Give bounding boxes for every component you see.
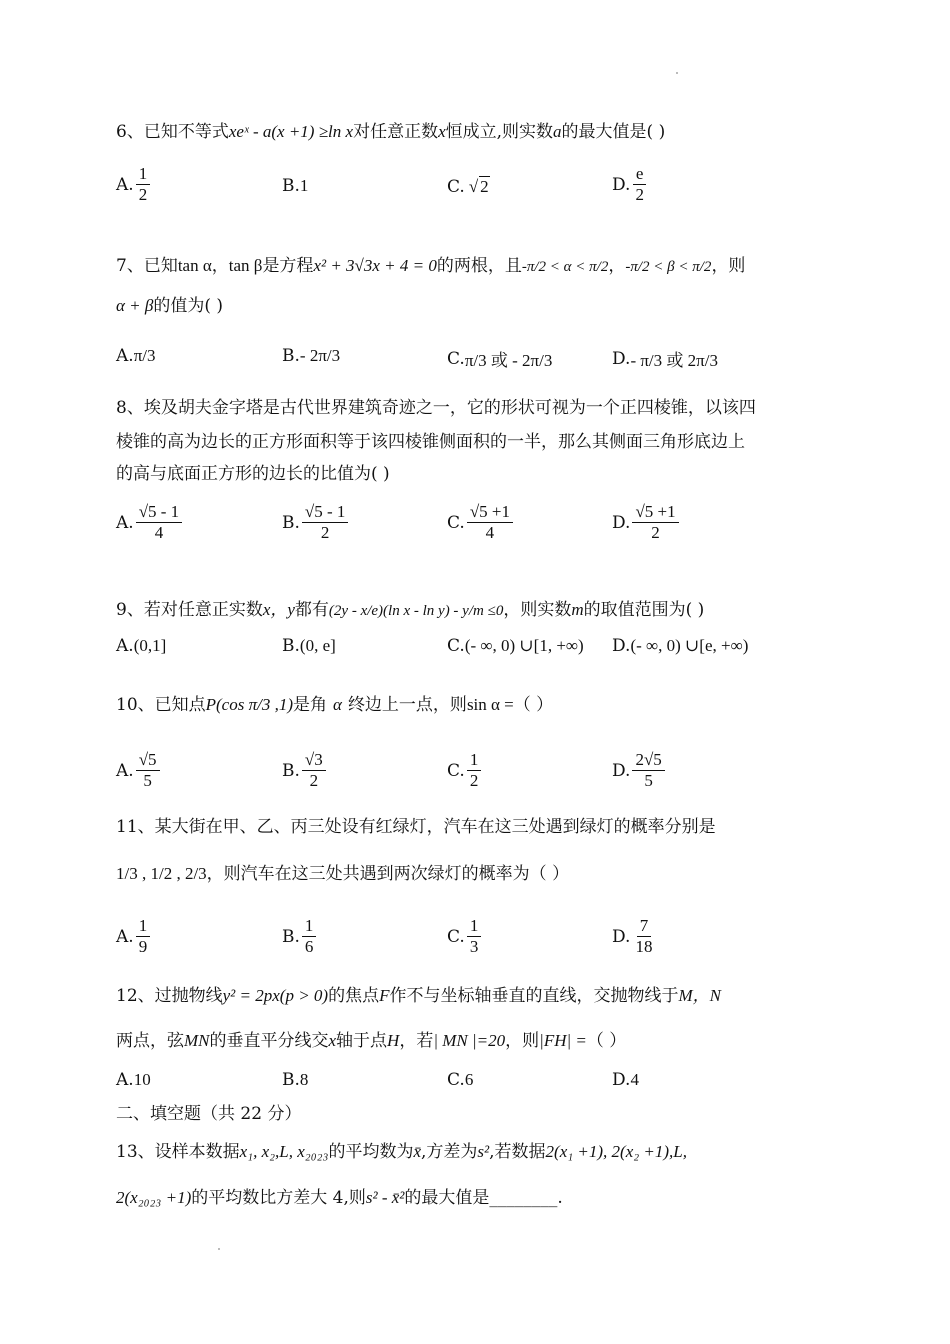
fraction-den: 6	[304, 937, 314, 956]
fraction	[632, 502, 678, 543]
question-9-stem	[116, 598, 836, 623]
fraction-num: 1	[467, 916, 482, 937]
q12-text-d: 两点，弦	[116, 1031, 184, 1051]
option-label: B.	[282, 176, 300, 196]
q6-option-b[interactable]	[282, 176, 308, 196]
q9-option-b[interactable]	[282, 636, 336, 656]
q9-text-d: 的取值范围为( )	[583, 600, 705, 620]
option-label: C.	[447, 760, 465, 781]
q13-data: x₁, x₂,L, x₂₀₂₃	[239, 1142, 329, 1161]
q7-tan-beta: tan β	[228, 256, 263, 275]
fraction-num: √5 +1	[467, 502, 513, 523]
q12-option-d[interactable]	[612, 1070, 639, 1090]
fraction-num: √5	[136, 750, 160, 771]
option-label: A.	[116, 512, 134, 533]
q7-option-b[interactable]	[282, 346, 340, 366]
q13-text-f: 的最大值是________.	[404, 1188, 563, 1208]
fraction	[632, 916, 655, 957]
question-11-line2	[116, 862, 836, 886]
section-heading: 二、填空题（共 22 分）	[116, 1104, 302, 1124]
option-value: (- ∞, 0) ∪[e, +∞)	[630, 636, 749, 655]
q10-text-c: 终边上一点，则	[347, 695, 467, 715]
scan-dot	[676, 72, 678, 74]
q10-text-b: 是角	[293, 695, 327, 715]
question-8-line1: 8、埃及胡夫金字塔是古代世界建筑奇迹之一，它的形状可视为一个正四棱锥，以该四	[116, 398, 756, 418]
q6-option-c[interactable]	[447, 176, 490, 197]
fraction	[467, 502, 513, 543]
q12-option-a[interactable]	[116, 1070, 151, 1090]
question-8-line3: 的高与底面正方形的边长的比值为( )	[116, 464, 390, 484]
option-label: D.	[612, 636, 631, 656]
q13-var: s²	[477, 1142, 490, 1161]
option-label: D.	[612, 512, 631, 533]
q10-alpha: α	[333, 695, 342, 714]
q12-text-c: 作不与坐标轴垂直的直线，交抛物线于	[389, 986, 679, 1006]
q11-probs: 1/3 , 1/2 , 2/3	[116, 864, 207, 883]
q7-range-alpha: -π/2 < α < π/2	[521, 259, 609, 275]
q13-mean: x̄	[413, 1142, 421, 1161]
q8-option-a[interactable]	[116, 502, 184, 543]
fraction-den: 5	[644, 771, 653, 790]
fraction-num: √5 - 1	[302, 502, 349, 523]
question-13-line1	[116, 1140, 836, 1164]
question-13-line2	[116, 1186, 836, 1210]
q12-parabola: y² = 2px(p > 0)	[222, 986, 329, 1005]
q6-option-a[interactable]	[116, 164, 152, 205]
q7-text-d: ，则	[711, 256, 746, 276]
q12-text-g: ，若	[399, 1031, 434, 1051]
q13-data3: 2(x₂₀₂₃ +1)	[116, 1188, 192, 1207]
q12-text-f: 轴于点	[336, 1031, 388, 1051]
question-10-stem	[116, 693, 836, 717]
option-value: (- ∞, 0) ∪[1, +∞)	[464, 636, 584, 655]
q12-x: x	[328, 1031, 337, 1050]
option-label: C.	[447, 512, 465, 533]
q7-tan-alpha: tan α	[177, 256, 212, 275]
option-value: - 2π/3	[299, 346, 341, 365]
q12-FH: |FH| =	[539, 1031, 587, 1050]
q10-text-a: 10、已知点	[116, 695, 206, 715]
question-11-line1: 11、某大街在甲、乙、丙三处设有红绿灯，汽车在这三处遇到绿灯的概率分别是	[116, 817, 716, 837]
fraction-num: √5 +1	[632, 502, 678, 523]
option-label: A.	[116, 760, 134, 781]
option-label: C.	[447, 348, 465, 369]
fraction-den: 3	[469, 937, 479, 956]
fraction-num: 1	[136, 164, 151, 185]
fraction-num: 1	[136, 916, 151, 937]
option-value: 4	[630, 1070, 639, 1089]
q13-text-a: 13、设样本数据	[116, 1142, 240, 1162]
q11-text: ，则汽车在这三处共遇到两次绿灯的概率为（ ）	[206, 864, 570, 884]
fraction	[302, 916, 317, 957]
q7-option-d[interactable]	[612, 346, 718, 371]
q9-option-d[interactable]	[612, 636, 748, 656]
fraction-num: 2√5	[632, 750, 664, 771]
q9-inequality: (2y - x/e)(ln x - ln y) - y/m ≤0	[328, 603, 504, 619]
fraction	[136, 916, 151, 957]
fraction-den: 2	[469, 771, 479, 790]
option-label: A.	[116, 346, 134, 366]
fraction-den: 9	[138, 937, 148, 956]
fraction-den: 4	[154, 523, 164, 542]
question-12-line2	[116, 1029, 836, 1053]
q7-text-a: 7、已知	[116, 256, 178, 276]
option-value: 6	[464, 1070, 474, 1089]
question-8-line2: 棱锥的高为边长的正方形面积等于该四棱锥侧面积的一半，那么其侧面三角形底边上	[116, 432, 745, 452]
q13-text-e: 的平均数比方差大 4,则	[191, 1188, 366, 1208]
option-label: C.	[447, 926, 465, 947]
fraction	[136, 164, 151, 205]
q6-text-c: 恒成立,则实数	[445, 122, 554, 142]
q10-option-a[interactable]	[116, 750, 162, 791]
q13-text-c: ,方差为	[421, 1142, 478, 1162]
fraction	[467, 750, 482, 791]
q11-option-d[interactable]	[612, 916, 657, 957]
fraction-den: 2	[138, 185, 148, 204]
q6-text-a: 6、已知不等式	[116, 122, 229, 142]
q11-option-c[interactable]	[447, 916, 483, 957]
q9-text-a: 9、若对任意正实数	[116, 600, 263, 620]
q9-option-a[interactable]	[116, 636, 166, 656]
q9-text-c: ，则实数	[503, 600, 572, 620]
q10-option-d[interactable]	[612, 750, 667, 791]
q10-text-d: （ ）	[513, 695, 554, 715]
sqrt-sign: √	[468, 176, 479, 196]
q12-H: H	[387, 1031, 400, 1050]
q12-text-i: （ ）	[586, 1031, 627, 1051]
q7-text-b: 是方程	[262, 256, 314, 276]
fraction-num: 7	[637, 916, 652, 937]
option-label: B.	[282, 926, 300, 947]
option-value: (0,1]	[133, 636, 167, 655]
fraction-num: e	[633, 164, 647, 185]
option-label: C.	[447, 1070, 465, 1090]
q7-text-c: 的两根，且	[436, 256, 522, 276]
q6-text-b: 对任意正数	[353, 122, 439, 142]
q12-text-e: 的垂直平分线交	[209, 1031, 329, 1051]
q9-text-b: 都有	[294, 600, 329, 620]
fraction-den: 2	[309, 771, 319, 790]
option-value: 10	[133, 1070, 151, 1089]
q7-comma: ，	[211, 256, 229, 276]
fraction	[136, 750, 160, 791]
q8-option-d[interactable]	[612, 502, 681, 543]
option-label: D.	[612, 348, 631, 369]
q12-option-c[interactable]	[447, 1070, 473, 1090]
q6-var-x: x	[438, 122, 446, 141]
fraction-den: 2	[320, 523, 330, 542]
option-label: C.	[447, 176, 465, 197]
q6-text-d: 的最大值是( )	[561, 122, 666, 142]
question-12-line1	[116, 984, 836, 1008]
q9-var-m: m	[571, 600, 584, 619]
fraction-num: 1	[467, 750, 482, 771]
q6-option-d[interactable]	[612, 164, 649, 205]
option-label: D.	[612, 1070, 631, 1090]
q7-equation: x² + 3√3x + 4 = 0	[313, 256, 437, 275]
q13-text-d: ,若数据	[489, 1142, 546, 1162]
q6-var-a: a	[553, 122, 562, 141]
fraction	[136, 502, 183, 543]
fraction-den: 18	[635, 937, 653, 956]
option-label: A.	[116, 174, 134, 195]
sqrt-value: 2	[480, 177, 489, 196]
q13-text-b: 的平均数为	[328, 1142, 414, 1162]
question-6-stem	[116, 120, 836, 144]
option-label: D.	[612, 926, 631, 947]
option-label: A.	[116, 636, 134, 656]
option-value: - π/3 或 2π/3	[630, 351, 718, 370]
q7-text-e: 的值为( )	[153, 296, 224, 316]
q7-sum: α + β	[116, 296, 154, 315]
option-label: A.	[116, 926, 134, 947]
q12-MN2: MN	[184, 1031, 210, 1050]
option-label: B.	[282, 512, 300, 533]
q10-sin: sin α =	[466, 695, 514, 714]
q13-expr: s² - x̄²	[365, 1188, 405, 1207]
q8-option-c[interactable]	[447, 502, 515, 543]
option-label: C.	[447, 636, 465, 656]
q8-option-b[interactable]	[282, 502, 350, 543]
option-value: 8	[299, 1070, 309, 1089]
q9-option-c[interactable]	[447, 636, 584, 656]
q7-option-c[interactable]	[447, 346, 552, 371]
q10-option-c[interactable]	[447, 750, 483, 791]
scan-dot	[218, 1248, 220, 1250]
fraction-num: √3	[302, 750, 326, 771]
option-value: π/3	[133, 346, 156, 365]
option-label: B.	[282, 636, 300, 656]
fraction-num: √5 - 1	[136, 502, 183, 523]
q7-range-beta: -π/2 < β < π/2	[625, 259, 712, 275]
option-label: D.	[612, 760, 631, 781]
option-value: (0, e]	[299, 636, 336, 655]
option-label: B.	[282, 1070, 300, 1090]
fraction-den: 5	[143, 771, 152, 790]
question-7-stem	[116, 254, 836, 279]
fraction-num: 1	[302, 916, 317, 937]
q12-option-b[interactable]	[282, 1070, 308, 1090]
option-value: 1	[299, 176, 309, 195]
q7-option-a[interactable]	[116, 346, 156, 366]
q12-F: F	[379, 986, 390, 1005]
fraction-den: 2	[635, 185, 644, 204]
option-value: π/3 或 - 2π/3	[464, 351, 553, 370]
fraction-den: 2	[651, 523, 660, 542]
fraction	[302, 502, 349, 543]
q10-point: P(cos π/3 ,1)	[205, 695, 293, 714]
q12-MN: M，N	[678, 986, 721, 1005]
question-7-stem-line2	[116, 294, 836, 318]
option-label: B.	[282, 346, 300, 366]
q9-vars: x，y	[262, 600, 295, 619]
option-label: B.	[282, 760, 300, 781]
option-label: A.	[116, 1070, 134, 1090]
option-label: D.	[612, 174, 631, 195]
q13-data2: 2(x₁ +1), 2(x₂ +1),L,	[545, 1142, 687, 1161]
q7-comma-2: ，	[608, 256, 626, 276]
q12-text-a: 12、过抛物线	[116, 986, 223, 1006]
q12-text-h: ，则	[505, 1031, 540, 1051]
q10-option-b[interactable]	[282, 750, 328, 791]
fraction	[632, 750, 664, 791]
fraction	[632, 164, 647, 205]
q6-formula: xeˣ - a(x +1) ≥ln x	[228, 122, 354, 141]
fraction	[302, 750, 326, 791]
q12-cond: | MN |=20	[433, 1031, 506, 1050]
fraction-den: 4	[485, 523, 495, 542]
q12-text-b: 的焦点	[328, 986, 380, 1006]
q11-option-b[interactable]	[282, 916, 318, 957]
fraction	[467, 916, 482, 957]
q11-option-a[interactable]	[116, 916, 152, 957]
